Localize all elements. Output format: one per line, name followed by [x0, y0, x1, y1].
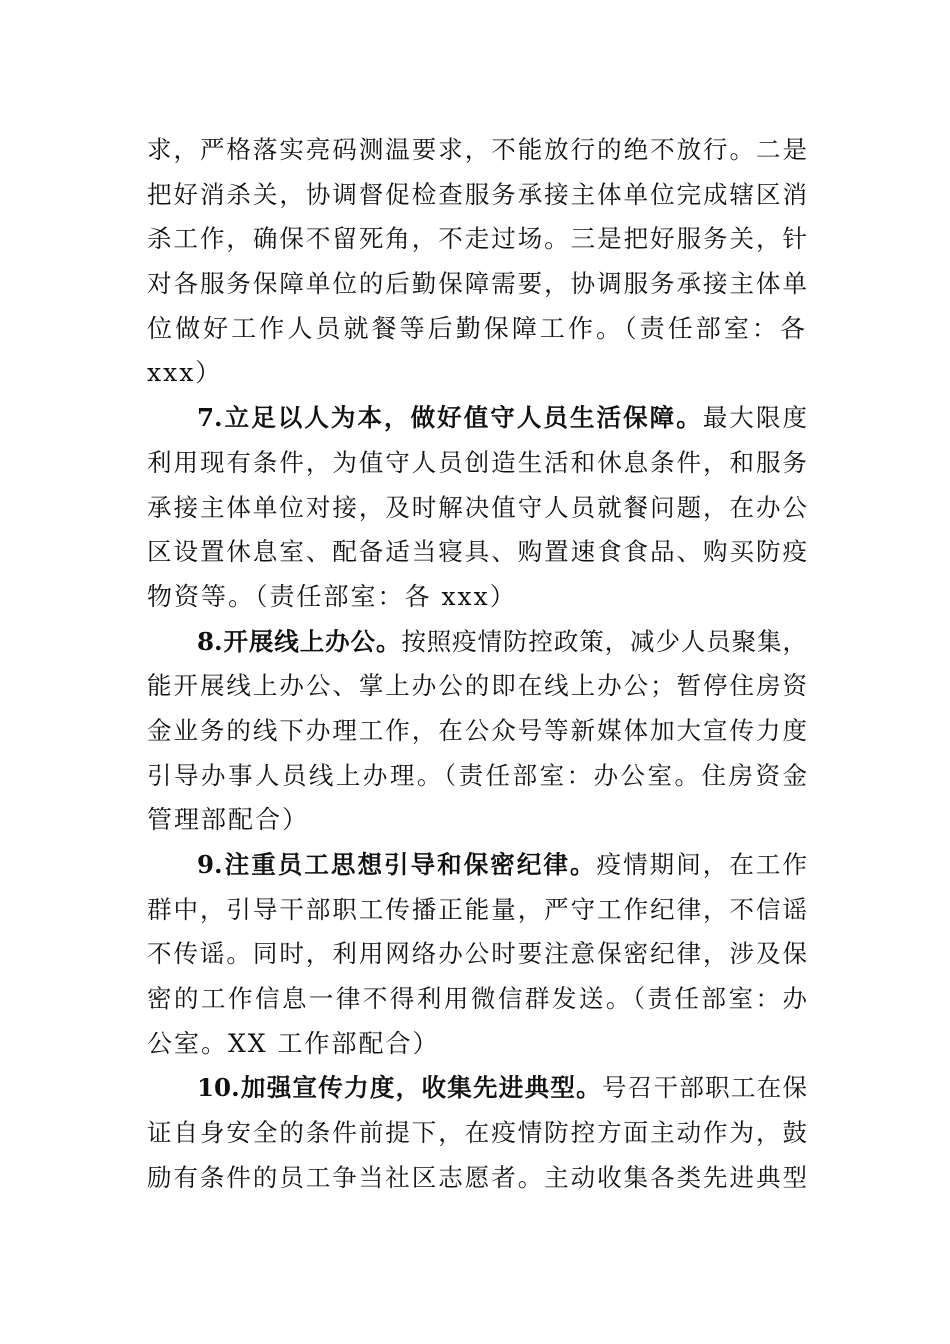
section-10-heading: 10.加强宣传力度，收集先进典型。: [197, 1073, 602, 1103]
paragraph-line: 利用现有条件，为值守人员创造生活和休息条件，和服务: [147, 447, 807, 477]
section-10-text: 号召干部职工在保: [601, 1073, 807, 1103]
paragraph-line: 物资等。（责任部室：各 xxx）: [147, 581, 517, 611]
paragraph-line: 金业务的线下办理工作，在公众号等新媒体加大宣传力度: [147, 715, 807, 745]
paragraph-line: 群中，引导干部职工传播正能量，严守工作纪律，不信谣: [147, 894, 807, 924]
paragraph-line: 证自身安全的条件前提下，在疫情防控方面主动作为，鼓: [147, 1118, 807, 1148]
paragraph-line: 能开展线上办公、掌上办公的即在线上办公；暂停住房资: [147, 671, 807, 701]
paragraph-line: 杀工作，确保不留死角，不走过场。三是把好服务关，针: [147, 224, 807, 254]
paragraph-line: 把好消杀关，协调督促检查服务承接主体单位完成辖区消: [147, 179, 807, 209]
paragraph-line: 区设置休息室、配备适当寝具、购置速食食品、购买防疫: [147, 537, 807, 567]
paragraph-line: 励有条件的员工争当社区志愿者。主动收集各类先进典型: [147, 1162, 807, 1192]
section-7-heading: 7.立足以人为本，做好值守人员生活保障。: [197, 403, 703, 433]
paragraph-line: 密的工作信息一律不得利用微信群发送。（责任部室：办: [147, 984, 807, 1014]
paragraph-line: 引导办事人员线上办理。（责任部室：办公室。住房资金: [147, 760, 807, 790]
section-9-text: 疫情期间，在工作: [596, 850, 807, 879]
section-8-heading-line: [147, 620, 807, 665]
paragraph-line: 位做好工作人员就餐等后勤保障工作。（责任部室：各: [147, 313, 807, 343]
paragraph-line: xxx）: [147, 358, 223, 388]
section-7-heading-line: [147, 396, 807, 441]
section-9-heading-line: [147, 843, 807, 888]
paragraph-line: 管理部配合）: [147, 805, 310, 835]
section-8-heading: 8.开展线上办公。: [197, 626, 402, 656]
paragraph-line: 对各服务保障单位的后勤保障需要，协调服务承接主体单: [147, 269, 807, 299]
paragraph-line: 公室。XX 工作部配合）: [147, 1028, 440, 1058]
paragraph-line: 求，严格落实亮码测温要求，不能放行的绝不放行。二是: [147, 135, 807, 164]
body-text: [147, 128, 807, 1201]
section-10-heading-line: [147, 1066, 807, 1111]
paragraph-line: 承接主体单位对接，及时解决值守人员就餐问题，在办公: [147, 492, 807, 522]
paragraph-line: 不传谣。同时，利用网络办公时要注意保密纪律，涉及保: [147, 939, 807, 969]
section-9-heading: 9.注重员工思想引导和保密纪律。: [197, 850, 597, 879]
section-7-text: 最大限度: [702, 403, 808, 433]
section-8-text: 按照疫情防控政策，减少人员聚集，: [401, 626, 808, 656]
